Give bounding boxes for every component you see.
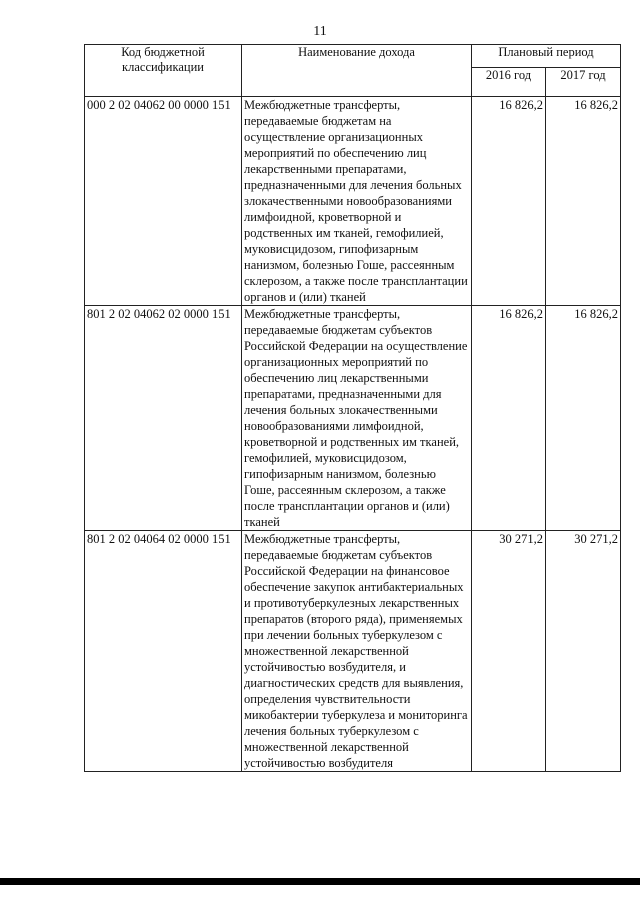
table-row bbox=[85, 97, 621, 306]
row-code: 801 2 02 04064 02 0000 151 bbox=[85, 531, 242, 772]
row-value-2016: 30 271,2 bbox=[472, 531, 546, 772]
row-code: 801 2 02 04062 02 0000 151 bbox=[85, 306, 242, 531]
header-code: Код бюджетной классификации bbox=[85, 45, 242, 97]
row-value-2017: 30 271,2 bbox=[546, 531, 621, 772]
header-year-2017: 2017 год bbox=[546, 68, 621, 97]
row-value-2016: 16 826,2 bbox=[472, 97, 546, 306]
budget-table bbox=[84, 44, 621, 772]
table-row bbox=[85, 306, 621, 531]
row-name: Межбюджетные трансферты, передаваемые бюджетам субъектов Российской Федерации на финансовое обеспечение закупок антибактериальных и противотуберкулезных лекарственных препаратов (второго ряда), применяемых при лечении больных туберкулезом с множественной лекарственной устойчивостью возбудителя, и диагностических средств для выявления, определения чувствительности микобактерии туберкулеза и мониторинга лечения больных туберкулезом с множественной лекарственной устойчивостью возбудителя bbox=[242, 531, 472, 772]
row-name: Межбюджетные трансферты, передаваемые бюджетам на осуществление организационных мероприятий по обеспечению лиц лекарственными препаратами, предназначенными для лечения больных злокачественными новообразованиями лимфоидной, кроветворной и родственных им тканей, гемофилией, муковисцидозом, гипофизарным нанизмом, болезнью Гоше, рассеянным склерозом, а также после трансплантации органов и (или) тканей bbox=[242, 97, 472, 306]
row-name: Межбюджетные трансферты, передаваемые бюджетам субъектов Российской Федерации на осуществление организационных мероприятий по обеспечению лиц лекарственными препаратами, предназначенными для лечения больных злокачественными новообразованиями лимфоидной, кроветворной и родственных им тканей, гемофилией, муковисцидозом, гипофизарным нанизмом, болезнью Гоше, рассеянным склерозом, а также после трансплантации органов и (или) тканей bbox=[242, 306, 472, 531]
row-value-2017: 16 826,2 bbox=[546, 306, 621, 531]
row-code: 000 2 02 04062 00 0000 151 bbox=[85, 97, 242, 306]
header-period: Плановый период bbox=[472, 45, 621, 68]
header-name: Наименование дохода bbox=[242, 45, 472, 97]
row-value-2017: 16 826,2 bbox=[546, 97, 621, 306]
header-year-2016: 2016 год bbox=[472, 68, 546, 97]
table-row bbox=[85, 531, 621, 772]
row-value-2016: 16 826,2 bbox=[472, 306, 546, 531]
scan-edge-bar bbox=[0, 878, 640, 885]
page-number: 11 bbox=[313, 24, 327, 39]
